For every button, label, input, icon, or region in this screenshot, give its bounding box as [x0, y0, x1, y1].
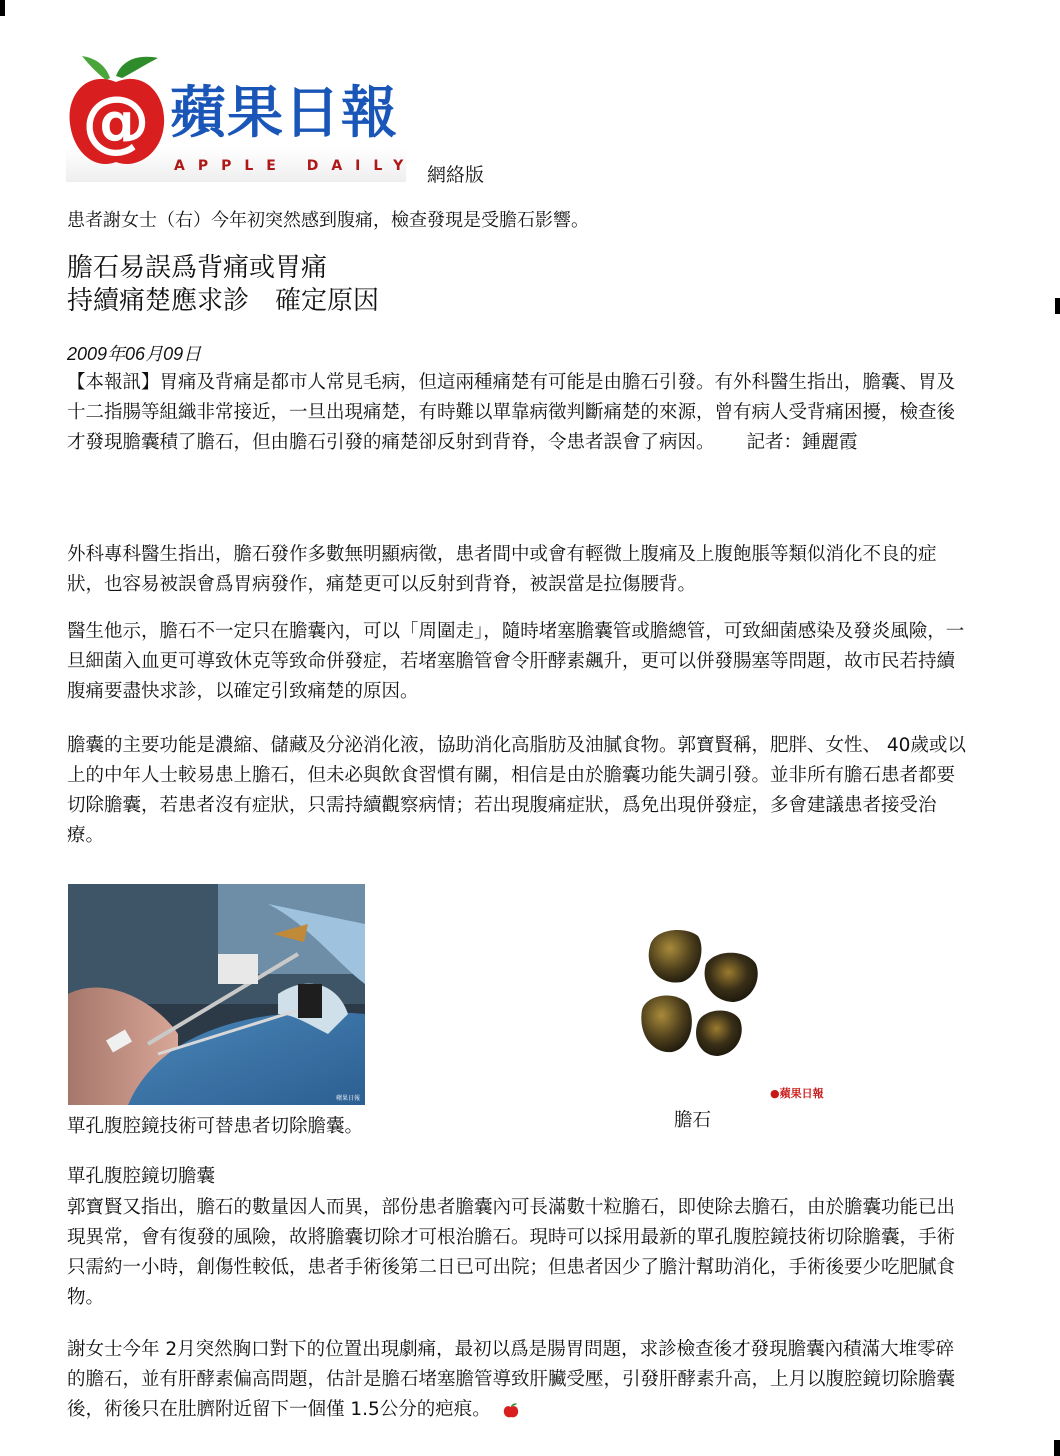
headline-line-2: 持續痛楚應求診 確定原因 — [67, 286, 380, 316]
surgery-photo — [68, 884, 365, 1105]
headline-line-1: 膽石易誤爲背痛或胃痛 — [67, 253, 328, 283]
gallstones-photo — [636, 924, 766, 1064]
body-paragraph: 膽囊的主要功能是濃縮、儲藏及分泌消化液，協助消化高脂肪及油膩食物。郭寶賢稱，肥胖、女性、 40歲或以上的中年人士較易患上膽石，但未必與飲食習慣有關，相信是由於膽囊功能失調引發。並非所有膽石患者都要切除膽囊，若患者沒有症狀，只需持續觀察病情；若出現腹痛症狀，爲免出現併發症，多會建議患者接受治療。 — [67, 735, 966, 846]
lead-text: 【本報訊】胃痛及背痛是都市人常見毛病，但這兩種痛楚有可能是由膽石引發。有外科醫生指出，膽囊、胃及十二指腸等組織非常接近，一旦出現痛楚，有時難以單靠病徵判斷痛楚的來源，曾有病人受背痛困擾，檢查後才發現膽囊積了膽石，但由膽石引發的痛楚卻反射到背脊，令患者誤會了病因。 — [67, 372, 956, 453]
svg-text:@: @ — [82, 82, 150, 161]
body-paragraph: 醫生他示，膽石不一定只在膽囊內，可以「周圍走」，隨時堵塞膽囊管或膽總管，可致細菌感染及發炎風險，一旦細菌入血更可導致休克等致命併發症，若堵塞膽管會令肝酵素飆升，更可以併發腸塞等問題，故市民若持續腹痛要盡快求診，以確定引致痛楚的原因。 — [67, 621, 965, 702]
scan-mark — [1054, 1440, 1060, 1456]
edition-label: 網絡版 — [427, 164, 485, 186]
body-paragraph: 外科專科醫生指出，膽石發作多數無明顯病徵，患者間中或會有輕微上腹痛及上腹飽脹等類似消化不良的症狀，也容易被誤會爲胃病發作，痛楚更可以反射到背脊，被誤當是拉傷腰背。 — [67, 544, 937, 595]
stones-watermark: ●蘋果日報 — [770, 1087, 824, 1100]
masthead-logo — [66, 52, 417, 186]
apple-logo-icon — [66, 52, 170, 172]
apple-end-icon — [503, 1402, 519, 1418]
reporter-byline: 記者：鍾麗霞 — [746, 432, 858, 453]
surgery-photo-caption: 單孔腹腔鏡技術可替患者切除膽囊。 — [67, 1116, 364, 1137]
logo-english: APPLE DAILY — [174, 158, 417, 174]
logo-wordmark: 蘋果日報 — [170, 81, 398, 146]
closing-text: 謝女士今年 2月突然胸口對下的位置出現劇痛，最初以爲是腸胃問題，求診檢查後才發現膽囊內積滿大堆零碎的膽石，並有肝酵素偏高問題，估計是膽石堵塞膽管導致肝臟受壓，引發肝酵素升高，上月以腹腔鏡切除膽囊後，術後只在肚臍附近留下一個僅 1.5公分的疤痕。 — [67, 1339, 956, 1420]
gallstones-caption: 膽石 — [674, 1110, 712, 1131]
body-paragraph: 郭寶賢又指出，膽石的數量因人而異，部份患者膽囊內可長滿數十粒膽石，即使除去膽石，由於膽囊功能已出現異常，會有復發的風險，故將膽囊切除才可根治膽石。現時可以採用最新的單孔腹腔鏡技術切除膽囊，手術只需約一小時，創傷性較低，患者手術後第二日已可出院；但患者因少了膽汁幫助消化，手術後要少吃肥膩食物。 — [67, 1197, 956, 1308]
photo-watermark: 蘋果日報 — [335, 1095, 360, 1102]
scan-mark — [1055, 298, 1060, 314]
top-caption: 患者謝女士（右）今年初突然感到腹痛，檢查發現是受膽石影響。 — [67, 210, 589, 231]
section-subheading: 單孔腹腔鏡切膽囊 — [67, 1166, 216, 1187]
scan-mark — [0, 0, 5, 16]
headline — [67, 252, 379, 318]
apple-mark-icon: ● — [770, 1087, 780, 1100]
publish-date: 2009年06月09日 — [67, 344, 202, 364]
body-paragraph — [67, 1335, 969, 1425]
lead-paragraph — [67, 368, 969, 458]
